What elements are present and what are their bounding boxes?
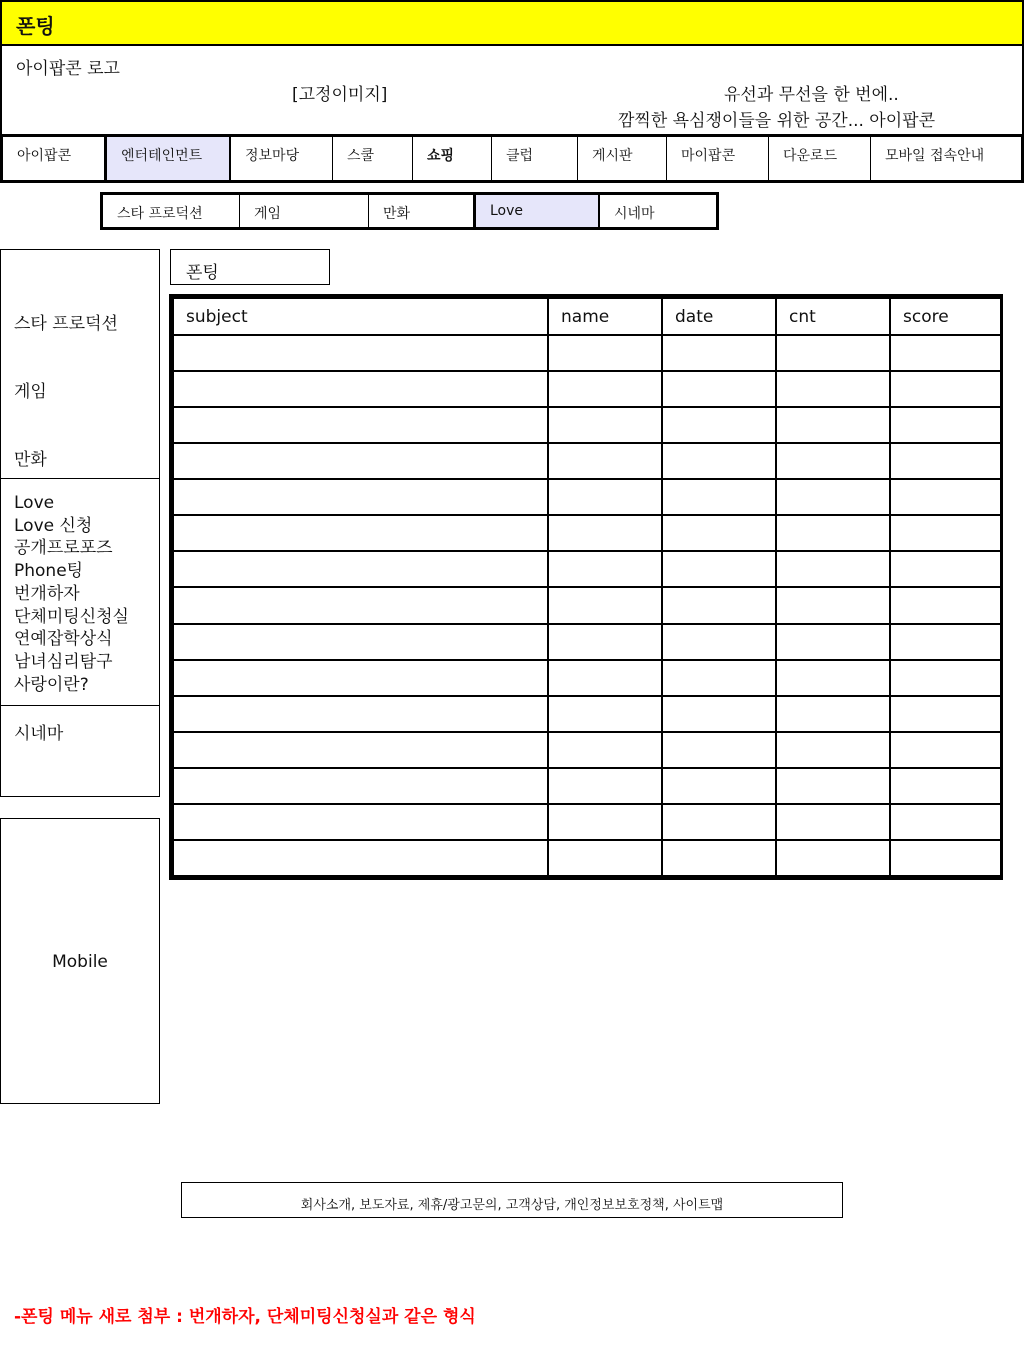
main-nav-item-ipopcorn[interactable]: 아이팝콘 — [3, 137, 105, 180]
table-cell — [776, 335, 890, 371]
love-submenu — [14, 492, 129, 696]
love-item-phoneting[interactable]: Phone팅 — [14, 561, 84, 582]
table-row[interactable] — [173, 443, 1001, 479]
table-cell — [173, 335, 548, 371]
table-cell — [548, 587, 662, 623]
table-cell — [173, 587, 548, 623]
board-header-row — [173, 298, 1001, 335]
table-cell — [890, 551, 1001, 587]
table-cell — [173, 840, 548, 876]
table-cell — [548, 768, 662, 804]
board-table — [172, 297, 1002, 877]
fixed-image-placeholder: [고정이미지] — [292, 85, 388, 105]
table-cell — [173, 768, 548, 804]
table-cell — [548, 732, 662, 768]
table-cell — [890, 768, 1001, 804]
table-cell — [776, 696, 890, 732]
table-cell — [890, 732, 1001, 768]
mobile-box[interactable] — [0, 818, 160, 1104]
table-cell — [548, 443, 662, 479]
table-cell — [548, 515, 662, 551]
board-table-wrapper — [169, 294, 1003, 880]
main-nav-item-school[interactable]: 스쿨 — [333, 137, 413, 180]
board-title: 폰팅 — [186, 263, 219, 283]
sub-nav-item-game[interactable]: 게임 — [240, 195, 369, 227]
love-item-what-is-love[interactable]: 사랑이란? — [14, 674, 89, 695]
table-cell — [548, 660, 662, 696]
annotation-note: -폰팅 메뉴 새로 첨부 : 번개하자, 단체미팅신청실과 같은 형식 — [14, 1307, 476, 1327]
table-cell — [548, 696, 662, 732]
table-cell — [548, 479, 662, 515]
table-row[interactable] — [173, 335, 1001, 371]
table-row[interactable] — [173, 515, 1001, 551]
table-cell — [776, 443, 890, 479]
table-cell — [173, 479, 548, 515]
board-title-box — [170, 249, 330, 285]
table-cell — [662, 515, 776, 551]
table-cell — [776, 768, 890, 804]
left-menu-item-game[interactable]: 게임 — [14, 382, 47, 402]
table-cell — [776, 515, 890, 551]
main-nav-item-info[interactable]: 정보마당 — [231, 137, 333, 180]
table-cell — [776, 660, 890, 696]
table-cell — [776, 371, 890, 407]
table-cell — [662, 732, 776, 768]
page-title-bar — [0, 0, 1024, 46]
left-menu-item-star[interactable]: 스타 프로덕션 — [14, 314, 118, 334]
main-nav-item-mobile-guide[interactable]: 모바일 접속안내 — [885, 148, 985, 164]
table-cell — [662, 371, 776, 407]
table-cell — [776, 804, 890, 840]
table-cell — [662, 443, 776, 479]
left-menu — [0, 249, 160, 797]
table-cell — [776, 624, 890, 660]
love-item-group-meeting[interactable]: 단체미팅신청실 — [14, 606, 129, 627]
table-cell — [662, 804, 776, 840]
table-row[interactable] — [173, 624, 1001, 660]
main-nav-item-entertainment[interactable]: 엔터테인먼트 — [105, 137, 231, 180]
table-cell — [662, 624, 776, 660]
table-cell — [890, 624, 1001, 660]
table-row[interactable] — [173, 660, 1001, 696]
table-cell — [548, 371, 662, 407]
page-title: 폰팅 — [16, 14, 55, 38]
love-item-love[interactable]: Love — [14, 493, 55, 513]
main-nav-item-board[interactable]: 게시판 — [578, 137, 667, 180]
column-header-score[interactable]: score — [890, 298, 1001, 335]
main-nav-item-shopping[interactable]: 쇼핑 — [413, 137, 492, 180]
table-cell — [890, 840, 1001, 876]
table-cell — [776, 407, 890, 443]
sub-nav-item-comic[interactable]: 만화 — [369, 195, 474, 227]
table-cell — [173, 624, 548, 660]
table-row[interactable] — [173, 696, 1001, 732]
love-item-psychology[interactable]: 남녀심리탐구 — [14, 651, 113, 672]
column-header-name[interactable]: name — [548, 298, 662, 335]
table-cell — [173, 732, 548, 768]
table-row[interactable] — [173, 479, 1001, 515]
site-header — [0, 44, 1024, 136]
table-row[interactable] — [173, 407, 1001, 443]
table-cell — [890, 371, 1001, 407]
table-cell — [173, 515, 548, 551]
sub-nav — [100, 192, 719, 230]
column-header-cnt[interactable]: cnt — [776, 298, 890, 335]
table-cell — [890, 515, 1001, 551]
table-cell — [890, 696, 1001, 732]
slogan-line1: 유선과 무선을 한 번에.. — [724, 85, 899, 105]
table-cell — [662, 840, 776, 876]
table-cell — [662, 551, 776, 587]
table-cell — [890, 804, 1001, 840]
table-cell — [662, 407, 776, 443]
mobile-box-label: Mobile — [52, 952, 108, 972]
love-item-apply[interactable]: Love 신청 — [14, 515, 93, 536]
main-nav — [0, 135, 1024, 183]
table-cell — [776, 732, 890, 768]
love-item-public-propose[interactable]: 공개프로포즈 — [14, 538, 113, 559]
left-menu-item-comic[interactable]: 만화 — [14, 450, 47, 470]
table-row[interactable] — [173, 840, 1001, 876]
table-cell — [662, 696, 776, 732]
main-nav-item-mypopcorn[interactable]: 마이팝콘 — [667, 137, 769, 180]
site-logo[interactable]: 아이팝콘 로고 — [16, 59, 120, 79]
table-row[interactable] — [173, 804, 1001, 840]
table-cell — [662, 587, 776, 623]
table-cell — [548, 840, 662, 876]
slogan-line2: 깜찍한 욕심쟁이들을 위한 공간... 아이팝콘 — [618, 111, 936, 131]
table-cell — [662, 768, 776, 804]
column-header-date[interactable]: date — [662, 298, 776, 335]
table-cell — [776, 479, 890, 515]
table-cell — [662, 479, 776, 515]
footer-links — [181, 1182, 843, 1218]
table-cell — [548, 335, 662, 371]
board-body — [173, 335, 1001, 876]
table-cell — [173, 443, 548, 479]
table-cell — [776, 840, 890, 876]
love-item-trivia[interactable]: 연예잡학상식 — [14, 629, 113, 650]
sub-nav-item-cinema[interactable]: 시네마 — [614, 206, 655, 222]
main-nav-item-download[interactable]: 다운로드 — [769, 137, 871, 180]
table-cell — [890, 407, 1001, 443]
table-cell — [548, 407, 662, 443]
table-cell — [662, 660, 776, 696]
table-row[interactable] — [173, 371, 1001, 407]
table-cell — [173, 551, 548, 587]
sub-nav-item-star[interactable]: 스타 프로덕션 — [103, 195, 240, 227]
table-cell — [173, 371, 548, 407]
left-menu-divider — [1, 478, 159, 479]
table-cell — [662, 335, 776, 371]
table-cell — [890, 443, 1001, 479]
table-row[interactable] — [173, 551, 1001, 587]
table-cell — [173, 696, 548, 732]
table-cell — [890, 587, 1001, 623]
table-cell — [776, 551, 890, 587]
table-cell — [890, 335, 1001, 371]
table-cell — [173, 407, 548, 443]
table-cell — [173, 804, 548, 840]
table-cell — [548, 624, 662, 660]
left-menu-item-cinema[interactable]: 시네마 — [14, 724, 64, 744]
left-menu-divider — [1, 705, 159, 706]
table-cell — [890, 660, 1001, 696]
footer-links-text[interactable]: 회사소개, 보도자료, 제휴/광고문의, 고객상담, 개인정보보호정책, 사이트맵 — [300, 1198, 724, 1213]
table-cell — [548, 551, 662, 587]
table-row[interactable] — [173, 587, 1001, 623]
column-header-subject[interactable]: subject — [173, 298, 548, 335]
table-cell — [890, 479, 1001, 515]
love-item-flash[interactable]: 번개하자 — [14, 583, 80, 604]
table-cell — [548, 804, 662, 840]
table-cell — [173, 660, 548, 696]
main-nav-item-club[interactable]: 클럽 — [492, 137, 578, 180]
table-row[interactable] — [173, 732, 1001, 768]
sub-nav-item-love[interactable]: Love — [474, 195, 600, 227]
table-cell — [776, 587, 890, 623]
table-row[interactable] — [173, 768, 1001, 804]
